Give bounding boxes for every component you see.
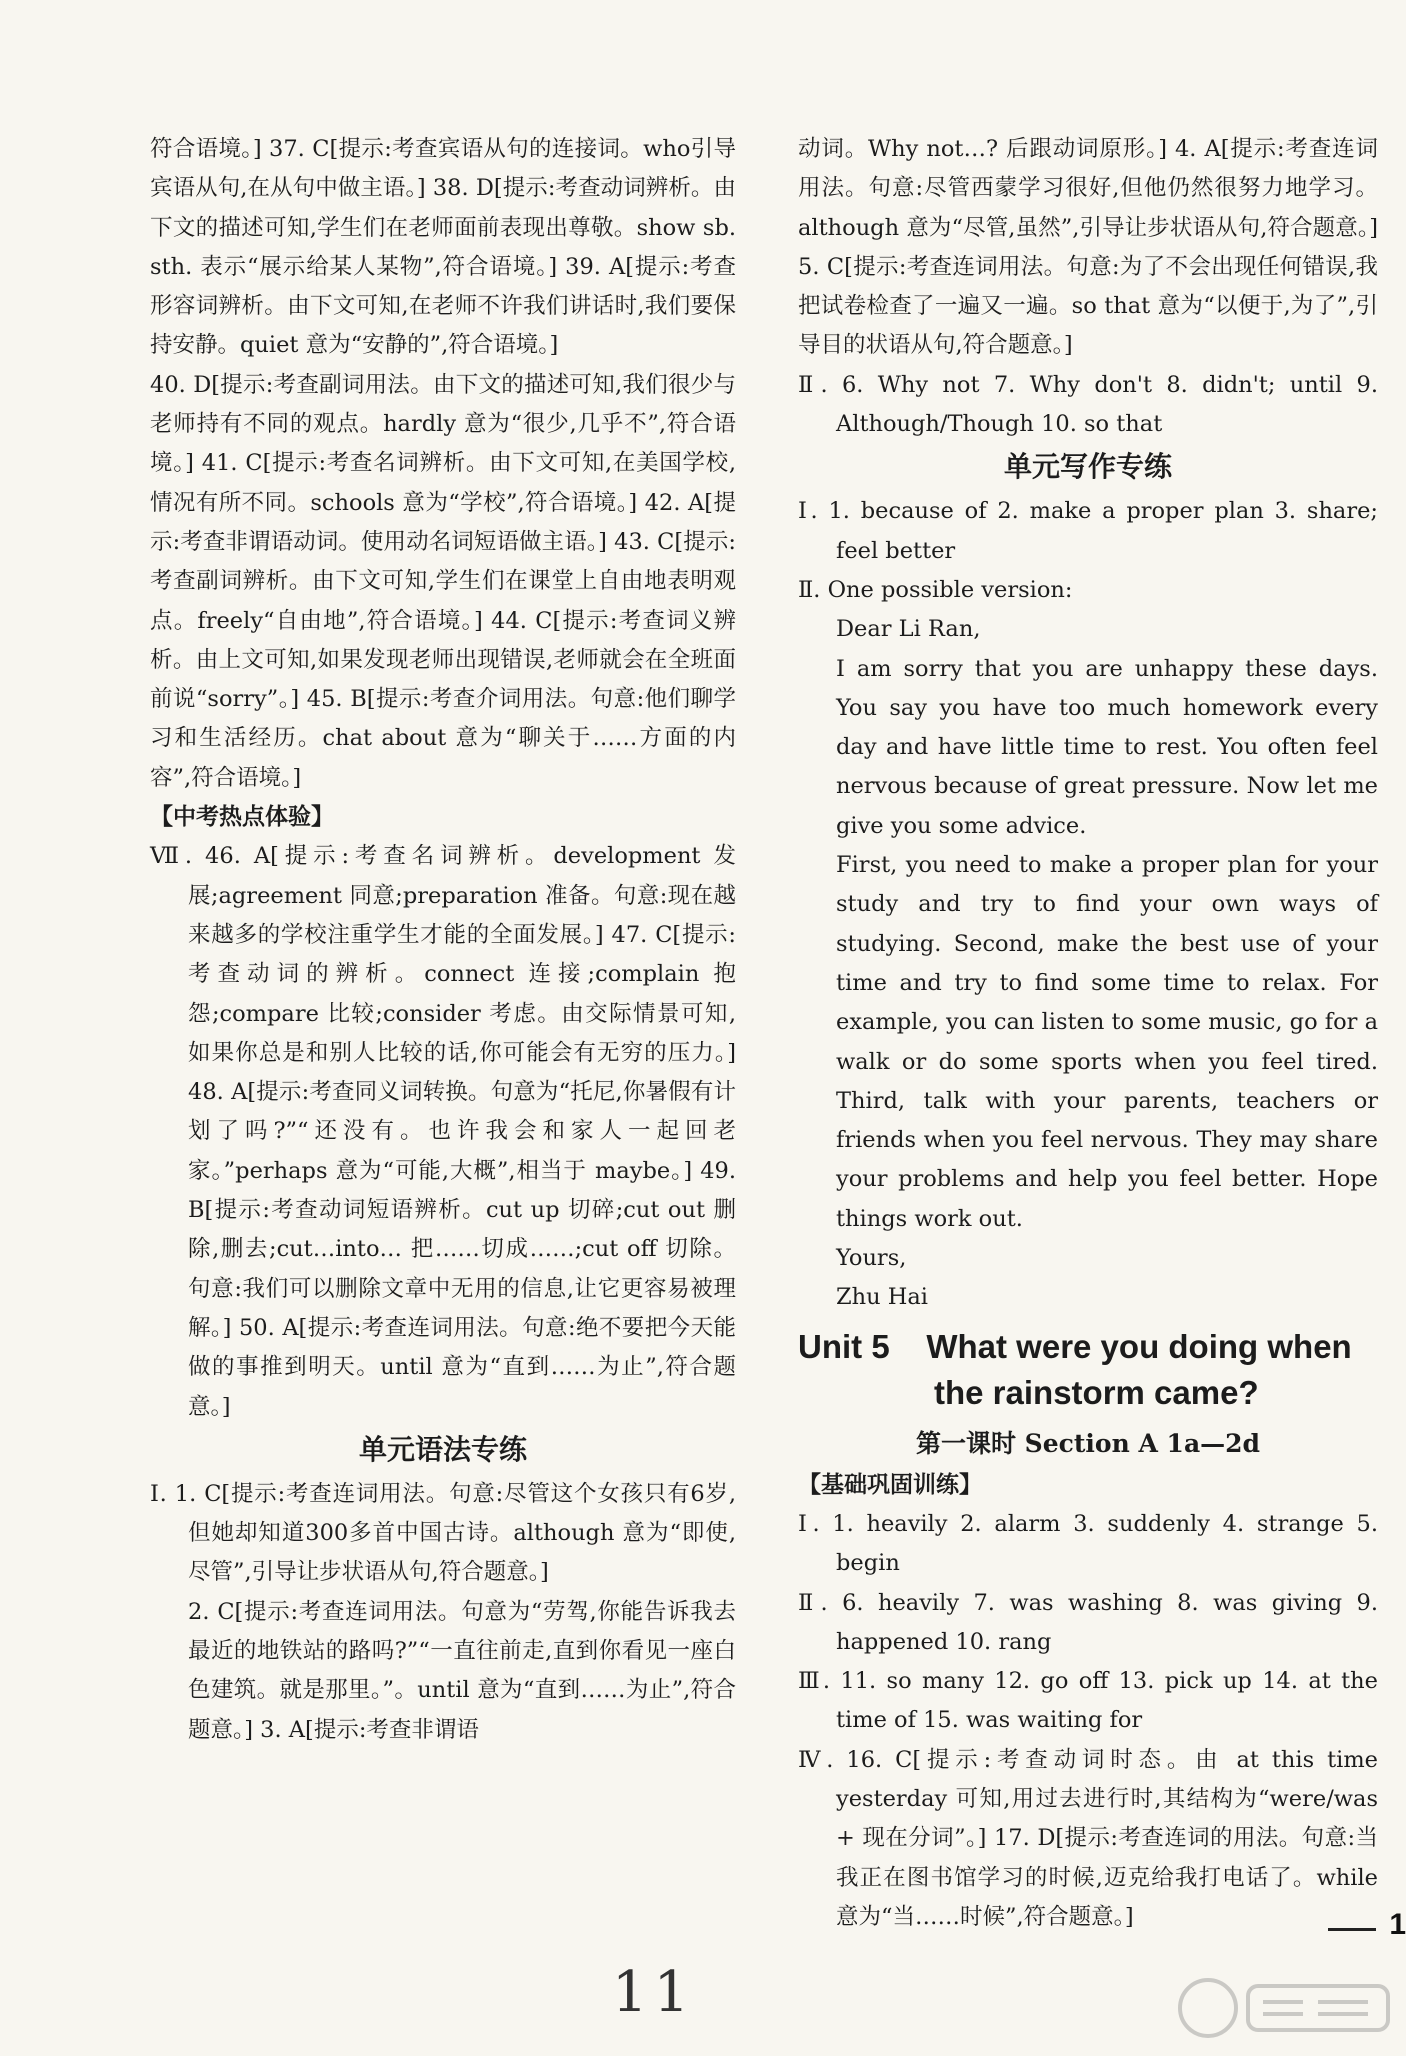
section-heading: 单元写作专练 (1003, 450, 1172, 484)
answer-paragraph: 40. D[提示:考查副词用法。由下文的描述可知,我们很少与老师持有不同的观点。hardly 意为“很少,几乎不”,符合语境。] 41. C[提示:考查名词辨析。由下文可知,在美国学校,情况有所不同。schools 意为“学校”,符合语境。] 42. A[提示:考查非谓语动词。使用动名词短语做主语。] 43. C[提示:考查副词辨析。由下文可知,学生们在课堂上自由地表明观点。freely“自由地”,符合语境。] 44. C[提示:考查词义辨析。由上文可知,如果发现老师出现错误,老师就会在全班面前说“sorry”。] 45. B[提示:考查介词用法。句意:他们聊学习和生活经历。chat about 意为“聊关于……方面的内容”,符合语境。] (150, 371, 736, 791)
page-number: 1 (1389, 1908, 1406, 1941)
answer-paragraph: Ⅰ. 1. heavily 2. alarm 3. suddenly 4. strange 5. begin (798, 1510, 1378, 1577)
sample-letter (798, 610, 1378, 1317)
letter-signature: Zhu Hai (836, 1284, 928, 1311)
answer-paragraph: Ⅱ. 6. Why not 7. Why don't 8. didn't; until 9. Although/Though 10. so that (798, 371, 1378, 438)
answer-paragraph: Ⅰ. 1. C[提示:考查连词用法。句意:尽管这个女孩只有6岁,但她却知道300多首中国古诗。although 意为“即使,尽管”,引导让步状语从句,符合题意。] (150, 1480, 736, 1586)
right-column (798, 130, 1378, 1937)
lesson-title: 第一课时 Section A 1a—2d (915, 1428, 1261, 1458)
letter-body: I am sorry that you are unhappy these days. You say you have too much homework every day and have little time to rest. You often feel nervous because of great pressure. Now let me give you some advice. (836, 655, 1378, 839)
answer-paragraph: 2. C[提示:考查连词用法。句意为“劳驾,你能告诉我去最近的地铁站的路吗?”“一直往前走,直到你看见一座白色建筑。就是那里。”。until 意为“直到……为止”,符合题意。] 3. A[提示:考查非谓语 (188, 1598, 736, 1743)
unit-title-line2: the rainstorm came? (934, 1373, 1259, 1411)
letter-body: First, you need to make a proper plan for your study and try to find your own ways of studying. Second, make the best use of your time and try to find some time to relax. For example, you can listen to some music, go for a walk or do some sports when you feel tired. Third, talk with your parents, teachers or friends when you feel nervous. They may share your problems and help you feel better. Hope things work out. (836, 852, 1378, 1232)
answer-paragraph: 符合语境。] 37. C[提示:考查宾语从句的连接词。who引导宾语从句,在从句中做主语。] 38. D[提示:考查动词辨析。由下文的描述可知,学生们在老师面前表现出尊敬。show sb. sth. 表示“展示给某人某物”,符合语境。] 39. A[提示:考查形容词辨析。由下文可知,在老师不许我们讲话时,我们要保持安静。quiet 意为“安静的”,符合语境。] (150, 136, 736, 359)
unit-title (798, 1324, 1378, 1416)
answer-paragraph: Ⅰ. 1. because of 2. make a proper plan 3. share; feel better (798, 498, 1378, 564)
letter-greeting: Dear Li Ran, (836, 616, 981, 643)
section-label: 【中考热点体验】 (150, 804, 334, 831)
answer-paragraph: Ⅲ. 11. so many 12. go off 13. pick up 14. at the time of 15. was waiting for (798, 1668, 1378, 1734)
answer-paragraph: Ⅱ. 6. heavily 7. was washing 8. was giving 9. happened 10. rang (798, 1589, 1378, 1655)
unit-title-text: What were you doing when (926, 1327, 1352, 1365)
left-column (150, 130, 736, 1750)
answer-paragraph: Ⅳ. 16. C[提示:考查动词时态。由 at this time yesterday 可知,用过去进行时,其结构为“were/was + 现在分词”。] 17. D[提示:考查连词的用法。句意:当我正在图书馆学习的时候,迈克给我打电话了。while 意为“当……时候”,符合题意。] (798, 1746, 1378, 1930)
letter-closing: Yours, (836, 1245, 907, 1272)
watermark-logo (1168, 1972, 1398, 2050)
section-heading: 单元语法专练 (358, 1432, 527, 1466)
answer-paragraph: 动词。Why not…? 后跟动词原形。] 4. A[提示:考查连词用法。句意:尽管西蒙学习很好,但他仍然很努力地学习。although 意为“尽管,虽然”,引导让步状语从句,符合题意。] 5. C[提示:考查连词用法。句意:为了不会出现任何错误,我把试卷检查了一遍又一遍。so that 意为“以便于,为了”,引导目的状语从句,符合题意。] (798, 136, 1378, 359)
handwritten-mark: 11 (612, 1960, 696, 2025)
unit-label: Unit 5 (798, 1327, 890, 1365)
section-label: 【基础巩固训练】 (798, 1471, 982, 1498)
page-number-dash (1328, 1928, 1376, 1931)
answer-paragraph: Ⅱ. One possible version: (798, 576, 1073, 603)
unit-title-line1 (798, 1324, 1378, 1370)
answer-paragraph: Ⅶ. 46. A[提示:考查名词辨析。development 发展;agreement 同意;preparation 准备。句意:现在越来越多的学校注重学生才能的全面发展。] 47. C[提示:考查动词的辨析。connect 连接;complain 抱怨;compare 比较;consider 考虑。由交际情景可知,如果你总是和别人比较的话,你可能会有无穷的压力。] 48. A[提示:考查同义词转换。句意为“托尼,你暑假有计划了吗?”“还没有。也许我会和家人一起回老家。”perhaps 意为“可能,大概”,相当于 maybe。] 49. B[提示:考查动词短语辨析。cut up 切碎;cut out 删除,删去;cut…into… 把……切成……;cut off 切除。句意:我们可以删除文章中无用的信息,让它更容易被理解。] 50. A[提示:考查连词用法。句意:绝不要把今天能做的事推到明天。until 意为“直到……为止”,符合题意。] (150, 843, 736, 1420)
